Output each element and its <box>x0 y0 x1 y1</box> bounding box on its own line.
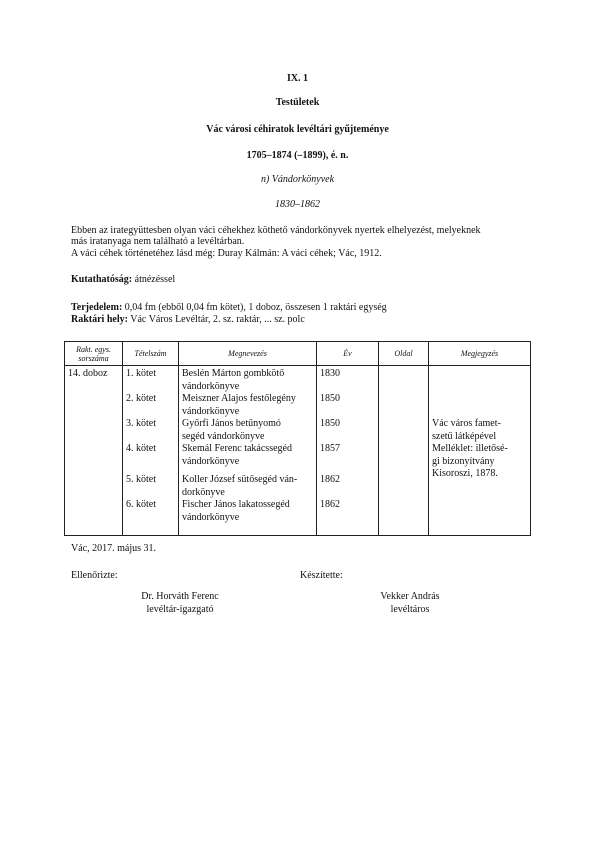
year-1: 1830 <box>320 368 340 379</box>
header-item: Tételszám <box>123 342 179 366</box>
prepared-label: Készítette: <box>300 570 343 581</box>
note-line-3: Melléklet: illetősé- <box>432 443 508 454</box>
page-cell <box>379 366 429 536</box>
series-dates: 1830–1862 <box>275 199 320 210</box>
name-5b: dorkönyve <box>182 486 225 498</box>
checker-signature <box>120 590 240 616</box>
access-label: Kutathatóság: <box>71 274 133 285</box>
series-title: n) Vándorkönyvek <box>260 174 335 185</box>
checker-name: Dr. Horváth Ferenc <box>141 591 219 602</box>
checked-label: Ellenőrizte: <box>71 570 118 581</box>
year-cell <box>317 366 379 536</box>
note-cell <box>429 366 531 536</box>
note-line-4: gi bizonyítvány <box>432 455 495 467</box>
location-line <box>71 314 305 326</box>
description-line-3: A váci céhek történetéhez lásd még: Duray Kálmán: A váci céhek; Vác, 1912. <box>71 248 382 259</box>
header-note: Megjegyzés <box>429 342 531 366</box>
year-2: 1850 <box>320 393 340 404</box>
item-cell <box>123 366 179 536</box>
name-5a: Koller József sütősegéd ván- <box>182 474 298 485</box>
name-3b: segéd vándorkönyve <box>182 430 265 442</box>
location-label: Raktári hely: <box>71 314 128 325</box>
item-2: 2. kötet <box>126 393 156 404</box>
checker-title: levéltár-igazgató <box>146 604 214 615</box>
group-heading: Testületek <box>275 97 320 108</box>
inventory-table <box>64 341 531 536</box>
item-1: 1. kötet <box>126 368 156 379</box>
header-year: Év <box>317 342 379 366</box>
item-3: 3. kötet <box>126 418 156 429</box>
name-1a: Beslén Márton gombkötő <box>182 368 285 379</box>
note-line-2: szetű látképével <box>432 430 497 442</box>
note-line-1: Vác város famet- <box>432 418 501 429</box>
table-row <box>65 366 531 536</box>
name-6b: vándorkönyve <box>182 511 240 523</box>
year-3: 1850 <box>320 418 340 429</box>
table-header-row <box>65 342 531 366</box>
header-name: Megnevezés <box>179 342 317 366</box>
name-2a: Meiszner Alajos festőlegény <box>182 393 296 404</box>
name-4b: vándorkönyve <box>182 455 240 467</box>
year-6: 1862 <box>320 499 340 510</box>
extent-line <box>71 302 387 314</box>
item-6: 6. kötet <box>126 499 156 510</box>
name-6a: Fischer János lakatossegéd <box>182 499 290 510</box>
item-4: 4. kötet <box>126 443 156 454</box>
preparer-signature <box>350 590 470 616</box>
year-5: 1862 <box>320 474 340 485</box>
name-4a: Skemál Ferenc takácssegéd <box>182 443 292 454</box>
location-value: Vác Város Levéltár, 2. sz. raktár, ... sz. polc <box>127 314 305 325</box>
header-page: Oldal <box>379 342 429 366</box>
place-date: Vác, 2017. május 31. <box>71 543 156 554</box>
header-unit-line-1: Rakt. egys. <box>76 344 111 354</box>
unit-label: 14. doboz <box>68 368 108 379</box>
note-line-5: Kisoroszi, 1878. <box>432 468 498 479</box>
unit-cell <box>65 366 123 536</box>
name-1b: vándorkönyve <box>182 380 240 392</box>
name-3a: Győrfi János betűnyomó <box>182 418 281 429</box>
access-line <box>71 274 175 286</box>
access-value: átnézéssel <box>132 274 176 285</box>
item-5: 5. kötet <box>126 474 156 485</box>
description-line-2: más iratanyaga nem található a levéltárban. <box>71 236 245 247</box>
name-cell <box>179 366 317 536</box>
year-4: 1857 <box>320 443 340 454</box>
header-unit <box>65 342 123 366</box>
header-unit-line-2: sorszáma <box>78 353 109 363</box>
fond-title: Vác városi céhiratok levéltári gyűjteménye <box>206 124 389 135</box>
date-range: 1705–1874 (–1899), é. n. <box>246 150 349 161</box>
preparer-name: Vekker András <box>380 591 440 602</box>
extent-label: Terjedelem: <box>71 302 123 313</box>
code-heading: IX. 1 <box>286 73 309 84</box>
preparer-title: levéltáros <box>390 604 430 615</box>
description-line-1: Ebben az irategyüttesben olyan váci céhekhez köthető vándorkönyvek nyertek elhelyezést, melyeknek <box>71 225 481 236</box>
extent-value: 0,04 fm (ebből 0,04 fm kötet), 1 doboz, összesen 1 raktári egység <box>122 302 387 313</box>
name-2b: vándorkönyve <box>182 405 240 417</box>
